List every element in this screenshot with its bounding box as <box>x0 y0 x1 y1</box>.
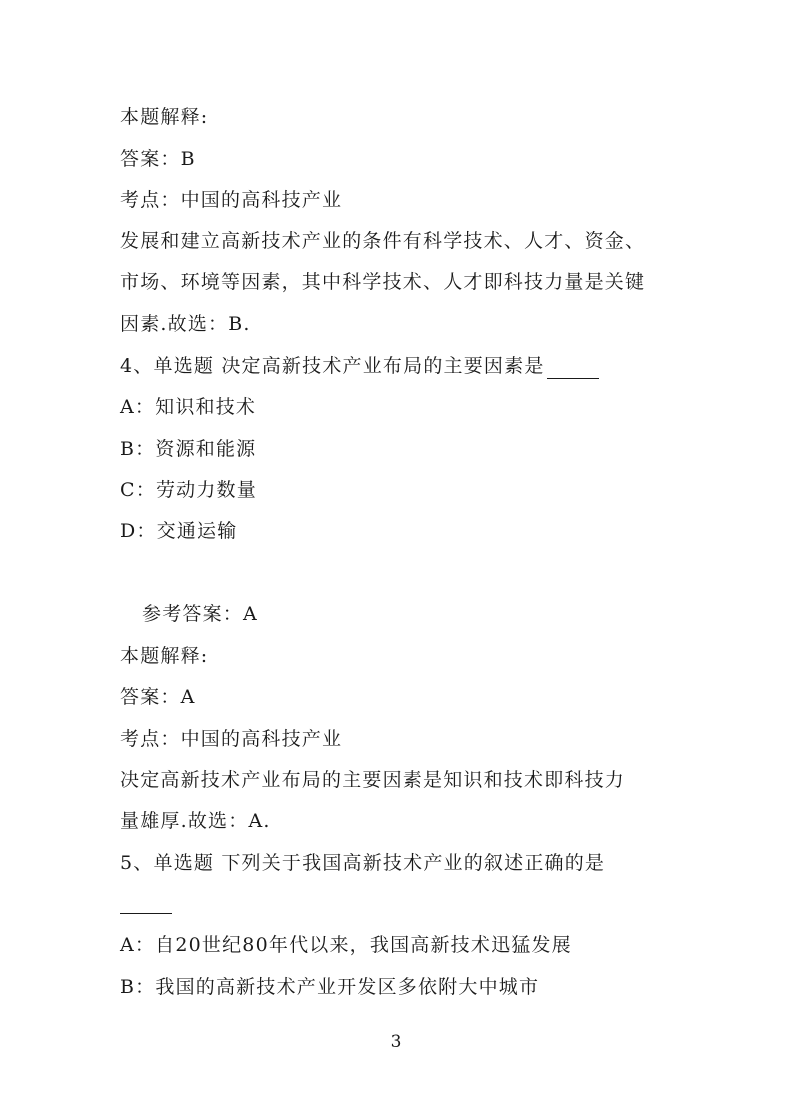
answer-line: 答案：B <box>120 148 196 170</box>
explanation-text: 市场、环境等因素，其中科学技术、人才即科技力量是关键 <box>120 271 646 293</box>
answer-blank <box>547 360 599 379</box>
option-b: B：我国的高新技术产业开发区多依附大中城市 <box>120 976 540 998</box>
option-a: A：知识和技术 <box>120 396 257 418</box>
question-5: 5、单选题 下列关于我国高新技术产业的叙述正确的是 <box>120 852 606 874</box>
reference-answer: 参考答案：A <box>142 603 258 625</box>
explanation-heading: 本题解释: <box>120 645 209 667</box>
explanation-text: 决定高新技术产业布局的主要因素是知识和技术即科技力 <box>120 769 626 791</box>
explanation-heading: 本题解释: <box>120 106 209 128</box>
question-text: 4、单选题 决定高新技术产业布局的主要因素是 <box>120 355 545 377</box>
option-b: B：资源和能源 <box>120 438 257 460</box>
explanation-text: 量雄厚.故选：A. <box>120 810 271 832</box>
page-number: 3 <box>390 1032 402 1052</box>
option-c: C：劳动力数量 <box>120 479 257 501</box>
question-4 <box>120 353 680 379</box>
explanation-text: 发展和建立高新技术产业的条件有科学技术、人才、资金、 <box>120 230 646 252</box>
answer-line: 答案：A <box>120 686 196 708</box>
option-a: A：自20世纪80年代以来，我国高新技术迅猛发展 <box>120 934 572 956</box>
topic-line: 考点：中国的高科技产业 <box>120 189 343 211</box>
explanation-text: 因素.故选：B. <box>120 313 251 335</box>
answer-blank <box>120 913 172 914</box>
topic-line: 考点：中国的高科技产业 <box>120 728 343 750</box>
option-d: D：交通运输 <box>120 520 238 542</box>
